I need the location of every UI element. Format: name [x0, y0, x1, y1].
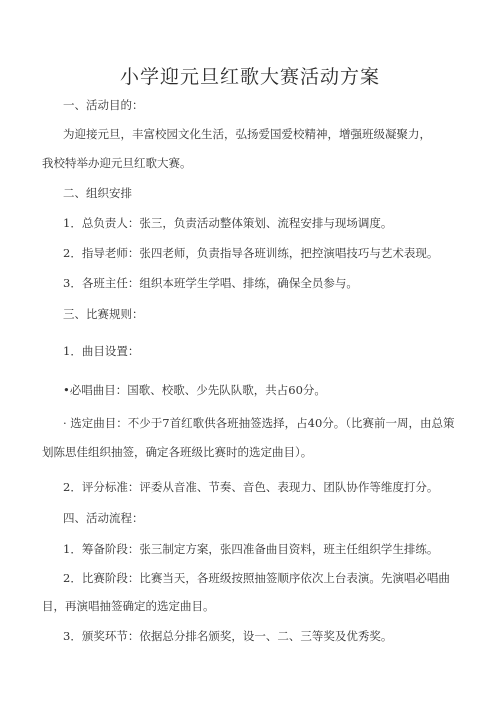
paragraph-line: 我校特举办迎元旦红歌大赛。 — [42, 156, 192, 170]
paragraph-line: 目，再演唱抽签确定的选定曲目。 — [42, 599, 215, 613]
list-item: 3．颁奖环节：依据总分排名颁奖，设一、二、三等奖及优秀奖。 — [63, 629, 393, 643]
list-item: 1．曲目设置： — [63, 344, 140, 358]
list-item: 2．评分标准：评委从音准、节奏、音色、表现力、团队协作等维度打分。 — [63, 480, 439, 494]
bullet-item: •必唱曲目：国歌、校歌、少先队队歌，共占60分。 — [63, 383, 326, 397]
section-heading-purpose: 一、活动目的： — [63, 98, 144, 112]
list-item: 1．总负责人：张三，负责活动整体策划、流程安排与现场调度。 — [63, 216, 393, 230]
list-item: 2．指导老师：张四老师，负责指导各班训练，把控演唱技巧与艺术表现。 — [63, 246, 439, 260]
document-title: 小学迎元旦红歌大赛活动方案 — [119, 66, 380, 88]
section-heading-rules: 三、比赛规则： — [63, 307, 144, 321]
paragraph-line: 为迎接元旦，丰富校园文化生活，弘扬爱国爱校精神，增强班级凝聚力， — [63, 127, 431, 141]
section-heading-organization: 二、组织安排 — [63, 186, 132, 200]
section-heading-process: 四、活动流程： — [63, 511, 144, 525]
paragraph-line: 划陈思佳组织抽签，确定各班级比赛时的选定曲目）。 — [42, 445, 313, 459]
list-item: 1．筹备阶段：张三制定方案，张四准备曲目资料，班主任组织学生排练。 — [63, 542, 439, 556]
bullet-item: · 选定曲目：不少于7首红歌供各班抽签选择，占40分。（比赛前一周，由总策 — [63, 416, 455, 430]
list-item: 2．比赛阶段：比赛当天，各班级按照抽签顺序依次上台表演。先演唱必唱曲 — [63, 571, 450, 585]
list-item: 3．各班主任：组织本班学生学唱、排练，确保全员参与。 — [63, 276, 358, 290]
